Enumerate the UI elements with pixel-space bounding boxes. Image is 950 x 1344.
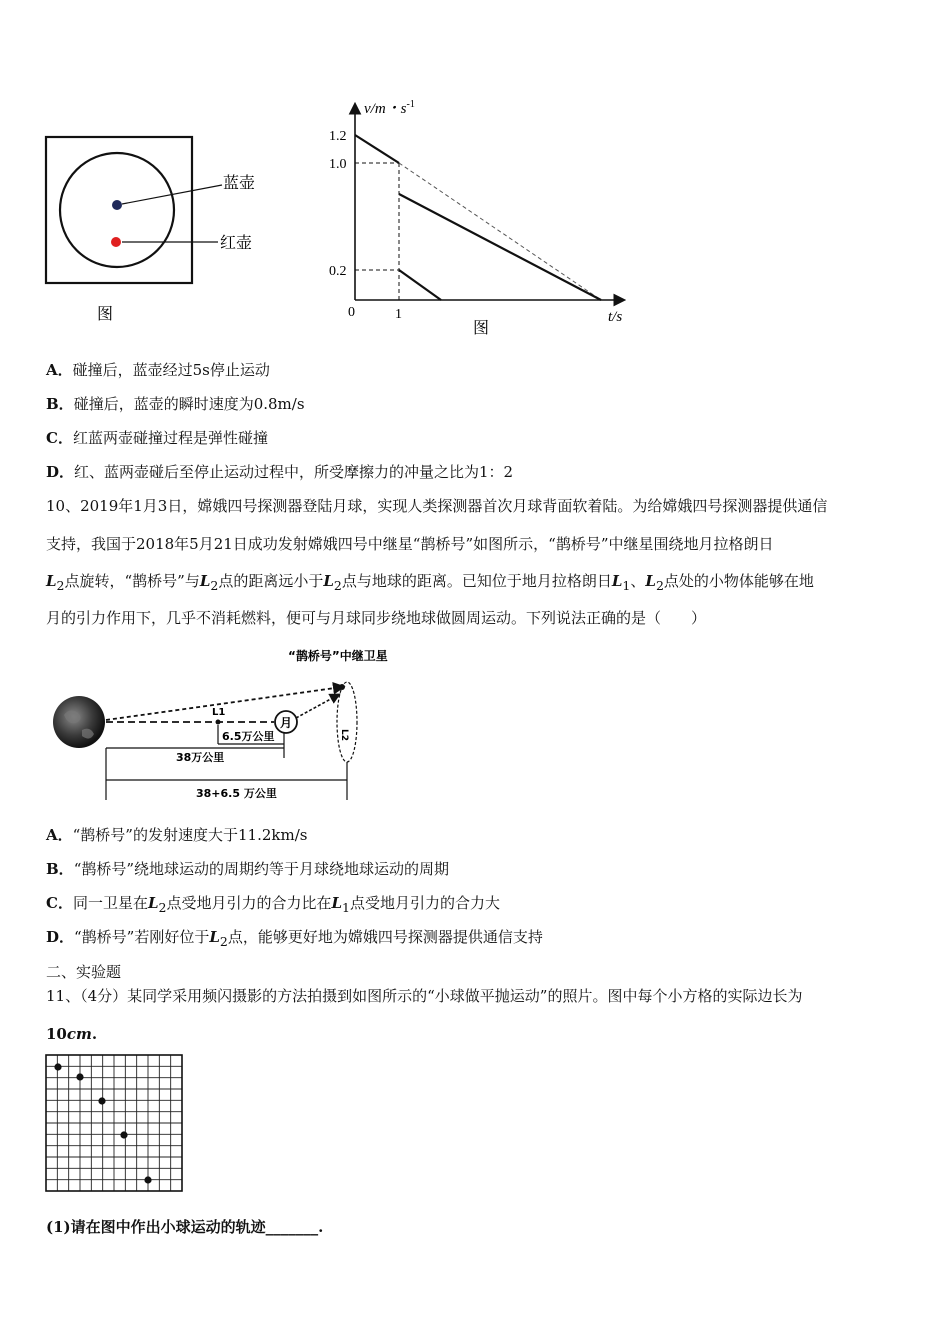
q10-option-a: A．“鹊桥号”的发射速度大于11.2km/s [46,826,308,844]
red-after-collision [399,270,441,300]
q10-stem-line2: 支持，我国于2018年5月21日成功发射嫦娥四号中继星“鹊桥号”如图所示，“鹊桥号”中继星围绕地月拉格朗日 [46,535,774,553]
l2-halo-orbit [337,682,357,762]
l1-point [216,720,221,725]
q11-stem-line1: 11、（4分）某同学采用频闪摄影的方法拍摄到如图所示的“小球做平抛运动”的照片。图中每个小方格的实际边长为 [46,987,803,1005]
q10-stem-line1: 10、2019年1月3日，嫦娥四号探测器登陆月球，实现人类探测器首次月球背面软着陆。为给嫦娥四号探测器提供通信 [46,497,828,515]
ball-position-1 [54,1063,61,1070]
y-axis-label: v/m・$s^{-1}$ [364,99,415,117]
moon-to-relay-link [296,695,338,718]
ball-position-4 [120,1131,127,1138]
ball-position-3 [98,1097,105,1104]
section-heading: 二、实验题 [46,963,122,981]
q11-part1: (1)请在图中作出小球运动的轨迹_______. [46,1218,324,1236]
moon-label: 月 [280,716,293,730]
l1-label: L1 [212,707,226,718]
blue-after-collision [399,194,601,300]
ball-position-2 [76,1073,83,1080]
dist-small-label: 6.5万公里 [222,730,275,743]
x-axis-label: t/s [608,309,623,325]
x-tick-1: 1 [395,307,402,322]
earth [53,696,105,748]
q10-option-b: B．“鹊桥号”绕地球运动的周期约等于月球绕地球运动的周期 [46,860,450,878]
q10-option-c: C．同一卫星在$L_2$点受地月引力的合力比在$L_1$点受地月引力的合力大 [46,894,500,915]
orbit-figure [46,640,388,810]
origin-label: 0 [348,305,355,320]
q10-option-d: D．“鹊桥号”若刚好位于$L_2$点，能够更好地为嫦娥四号探测器提供通信支持 [46,928,543,949]
dist-mid-label: 38万公里 [176,751,225,764]
grid-figure [44,1053,186,1195]
curling-figure [40,130,280,330]
q9-option-b: B．碰撞后，蓝壶的瞬时速度为0.8m/s [46,395,305,413]
q9-option-a: A．碰撞后，蓝壶经过5s停止运动 [46,361,270,379]
relay-satellite [339,684,345,690]
ball-position-5 [144,1176,151,1183]
q10-stem-line3: $L_2$点旋转，“鹊桥号”与$L_2$点的距离远小于$L_2$点与地球的距离。已知位于地月拉格朗日$L_1$、$L_2$点处的小物体能够在地 [46,572,814,593]
red-before-collision [355,135,399,163]
vt-caption: 图 [473,318,490,337]
l2-label: L2 [339,729,349,741]
y-tick-0-2: 0.2 [329,264,347,279]
q10-stem-line4: 月的引力作用下，几乎不消耗燃料，便可与月球同步绕地球做圆周运动。下列说法正确的是（ ） [46,609,707,627]
curling-caption: 图 [97,304,114,323]
relay-label: “鹊桥号”中继卫星 [288,649,388,663]
red-extension-dashed [399,163,601,300]
q9-option-d: D．红、蓝两壶碰后至停止运动过程中，所受摩擦力的冲量之比为1：2 [46,463,514,481]
y-tick-1-0: 1.0 [329,157,347,172]
blue-pointer-line [122,185,222,204]
vt-graph [320,95,640,345]
blue-stone-label: 蓝壶 [223,173,256,192]
grid-lines [46,1055,182,1191]
q9-option-c: C．红蓝两壶碰撞过程是弹性碰撞 [46,429,268,447]
red-stone [111,237,121,247]
dist-total-label: 38+6.5 万公里 [196,787,277,800]
y-tick-1-2: 1.2 [329,129,347,144]
red-stone-label: 红壶 [220,233,253,252]
q11-stem-line2: 10cm. [46,1025,98,1043]
blue-stone [112,200,122,210]
rink-frame [46,137,192,283]
